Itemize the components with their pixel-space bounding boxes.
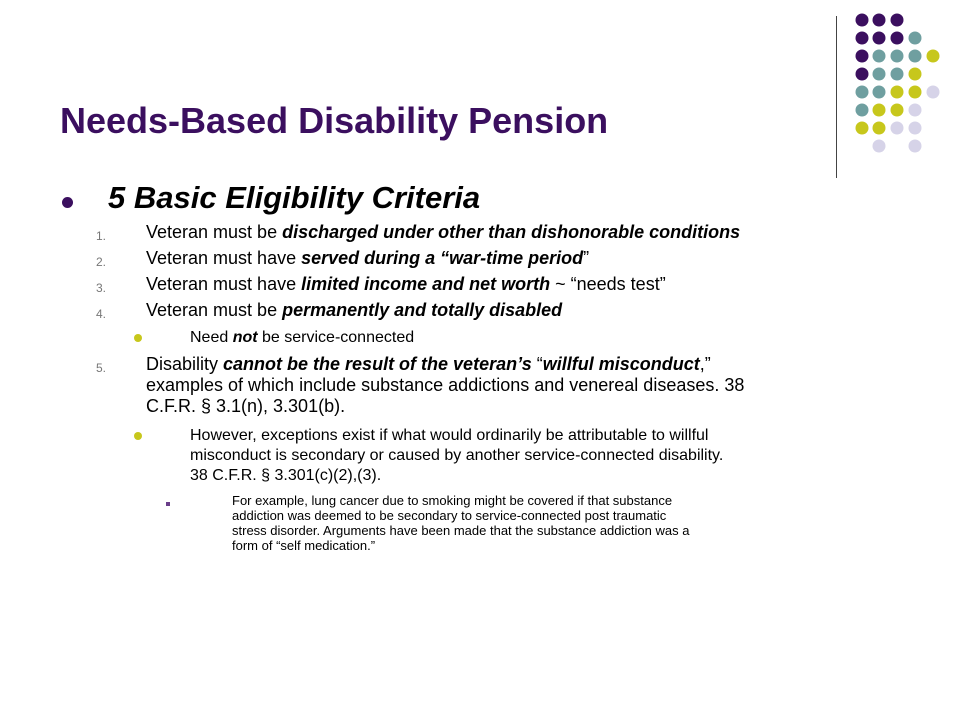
decorative-dot xyxy=(873,122,886,135)
decorative-dot xyxy=(927,50,940,63)
decorative-dot xyxy=(856,68,869,81)
criterion-2: Veteran must have served during a “war-time period” xyxy=(146,248,590,268)
criterion-5-line-3: C.F.R. § 3.1(n), 3.301(b). xyxy=(146,396,346,416)
decorative-dot xyxy=(856,122,869,135)
decorative-dot xyxy=(909,68,922,81)
decorative-dot xyxy=(873,86,886,99)
decorative-dot-grid xyxy=(0,0,960,170)
decorative-dot xyxy=(856,86,869,99)
decorative-dot xyxy=(909,104,922,117)
decorative-dot xyxy=(891,32,904,45)
example-line-1: For example, lung cancer due to smoking might be covered if that substance xyxy=(232,493,673,508)
item-number-2: 2. xyxy=(96,255,107,269)
item-number-5: 5. xyxy=(96,361,107,375)
example-line-2: addiction was deemed to be secondary to service-connected post traumatic xyxy=(232,508,667,523)
example-line-4: form of “self medication.” xyxy=(232,538,376,553)
decorative-dot xyxy=(909,86,922,99)
decorative-dot xyxy=(873,68,886,81)
decorative-dot xyxy=(909,140,922,153)
slide-title: Needs-Based Disability Pension xyxy=(60,100,609,141)
decorative-dot xyxy=(891,14,904,27)
decorative-dot xyxy=(873,140,886,153)
decorative-dot xyxy=(909,50,922,63)
decorative-dot xyxy=(873,32,886,45)
decorative-dot xyxy=(927,86,940,99)
criterion-1: Veteran must be discharged under other than dishonorable conditions xyxy=(146,222,741,242)
exceptions-line-2: misconduct is secondary or caused by another service-connected disability. xyxy=(190,447,724,464)
exceptions-line-3: 38 C.F.R. § 3.301(c)(2),(3). xyxy=(190,467,382,484)
sub-bullet-dot xyxy=(134,432,142,440)
decorative-dot xyxy=(873,50,886,63)
decorative-dot xyxy=(856,14,869,27)
decorative-divider-line xyxy=(836,16,837,178)
sub-bullet-dot xyxy=(134,334,142,342)
decorative-dot xyxy=(856,32,869,45)
criterion-5-line-1: Disability cannot be the result of the veteran’s “willful misconduct,” xyxy=(146,354,711,374)
criterion-4: Veteran must be permanently and totally disabled xyxy=(146,300,563,320)
item-number-1: 1. xyxy=(96,229,107,243)
main-bullet-dot xyxy=(62,197,73,208)
decorative-dot xyxy=(891,50,904,63)
item-number-3: 3. xyxy=(96,281,107,295)
example-text xyxy=(232,493,689,553)
decorative-dot xyxy=(909,32,922,45)
example-line-3: stress disorder. Arguments have been made that the substance addiction was a xyxy=(232,523,690,538)
decorative-dot xyxy=(891,86,904,99)
decorative-dot xyxy=(891,104,904,117)
item-number-4: 4. xyxy=(96,307,107,321)
decorative-dot xyxy=(873,14,886,27)
sub-need-not-service-connected: Need not be service-connected xyxy=(190,329,415,346)
decorative-dot xyxy=(891,68,904,81)
criterion-5-line-2: examples of which include substance addictions and venereal diseases. 38 xyxy=(146,375,745,395)
decorative-dot xyxy=(873,104,886,117)
criterion-3: Veteran must have limited income and net worth ~ “needs test” xyxy=(146,274,666,294)
sub-sub-bullet-square xyxy=(166,502,170,506)
decorative-dot xyxy=(856,104,869,117)
decorative-dot xyxy=(909,122,922,135)
decorative-dot xyxy=(856,50,869,63)
main-bullet-text: 5 Basic Eligibility Criteria xyxy=(108,180,481,215)
exceptions-line-1: However, exceptions exist if what would ordinarily be attributable to willful xyxy=(190,427,709,444)
decorative-dot xyxy=(891,122,904,135)
